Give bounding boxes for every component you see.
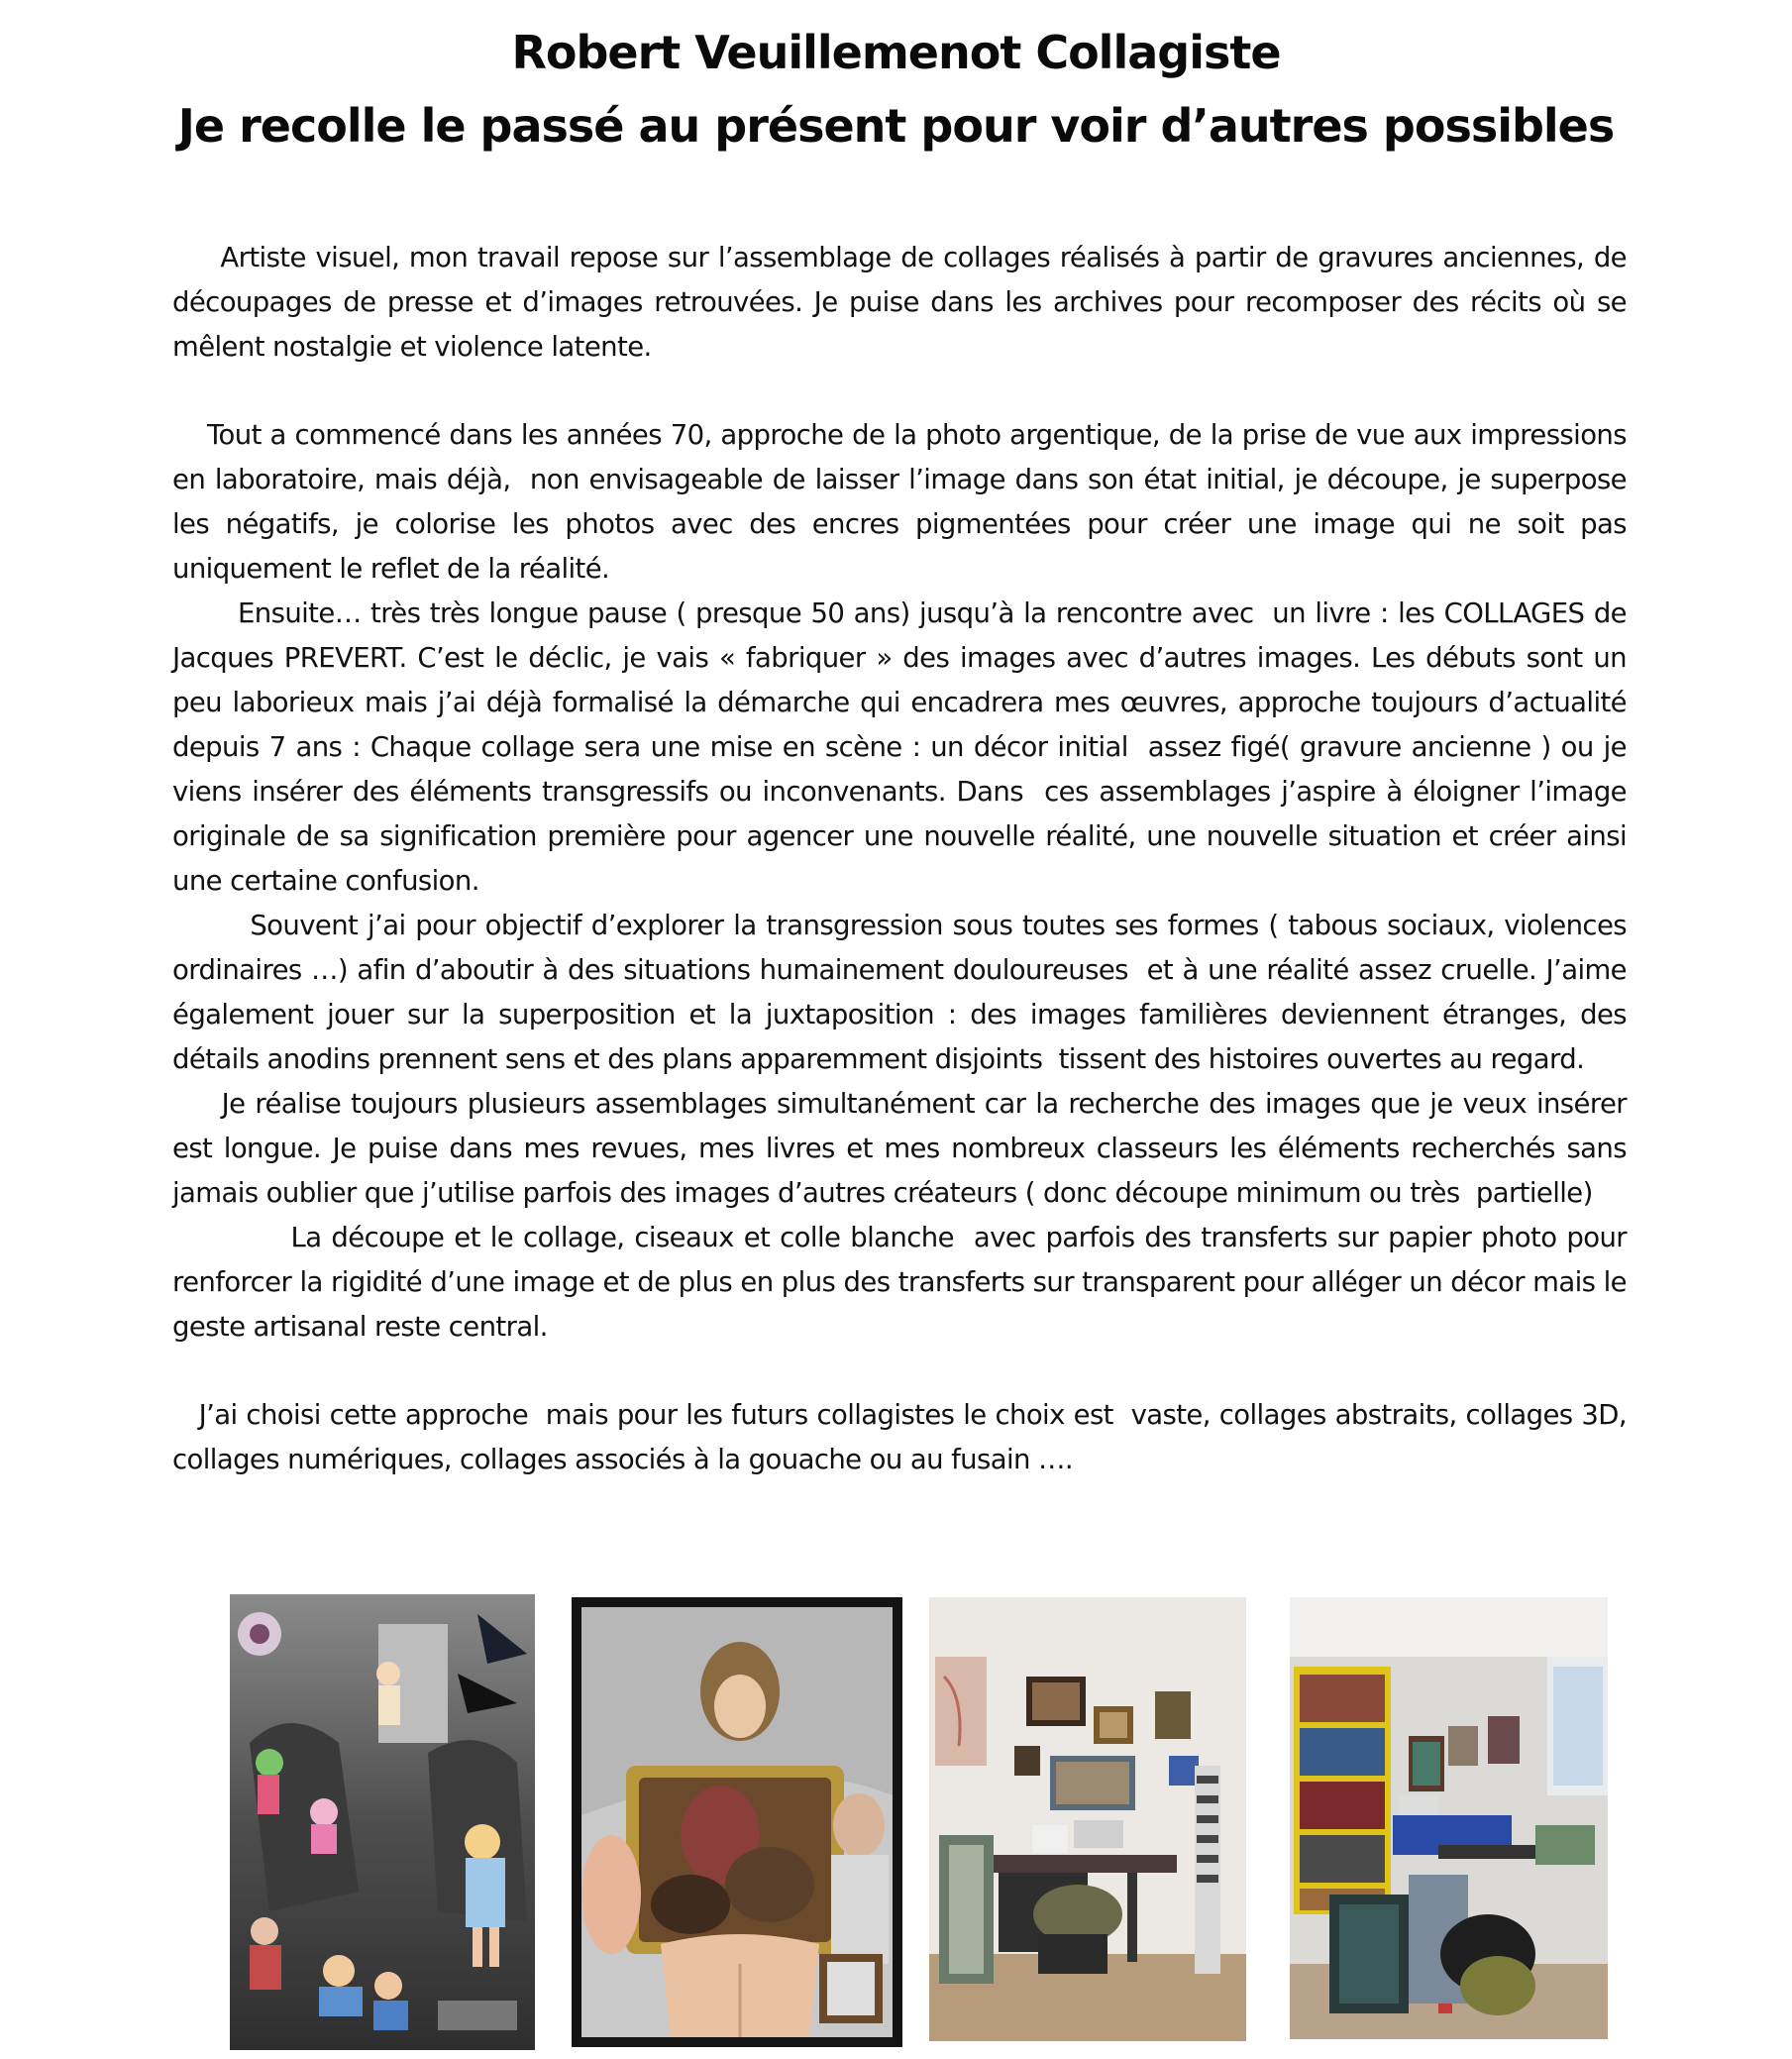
paragraph-transgression: Souvent j’ai pour objectif d’explorer la transgression sous toutes ses formes ( tabous sociaux, violences ordinaires …) afin d’aboutir à des situations humainement douloureuses et à une réalité assez cruelle. J’aime également jouer sur la superposition et la juxtaposition : des images familières deviennent étranges, des détails anodins prennent sens et des plans apparemment disjoints tissent des histoires ouvertes au regard. <box>172 910 1635 1075</box>
paragraph-prevert: Ensuite… très très longue pause ( presque 50 ans) jusqu’à la rencontre avec un livre : les COLLAGES de Jacques PREVERT. C’est le déclic, je vais « fabriquer » des images avec d’autres images. Les débuts sont un peu laborieux mais j’ai déjà formalisé la démarche qui encadrera mes œuvres, approche toujours d’actualité depuis 7 ans : Chaque collage sera une mise en scène : un décor initial assez figé( gravure ancienne ) ou je viens insérer des éléments transgressifs ou inconvenants. Dans ces assemblages j’aspire à éloigner l’image originale de sa signification première pour agencer une nouvelle réalité, une nouvelle situation et créer ainsi une certaine confusion. <box>172 597 1635 897</box>
studio-photo-image-1 <box>929 1597 1246 2041</box>
collage-artwork-image-2 <box>572 1597 902 2047</box>
article-body <box>172 236 1635 1482</box>
paragraph-intro: Artiste visuel, mon travail repose sur l’assemblage de collages réalisés à partir de gravures anciennes, de découpages de presse et d’images retrouvées. Je puise dans les archives pour recomposer des récits où se mêlent nostalgie et violence latente. <box>172 242 1635 363</box>
paragraph-conclusion: J’ai choisi cette approche mais pour les futurs collagistes le choix est vaste, collages abstraits, collages 3D, collages numériques, collages associés à la gouache ou au fusain …. <box>172 1399 1635 1475</box>
paragraph-process: Je réalise toujours plusieurs assemblages simultanément car la recherche des images que je veux insérer est longue. Je puise dans mes revues, mes livres et mes nombreux classeurs les éléments recherchés sans jamais oublier que j’utilise parfois des images d’autres créateurs ( donc découpe minimum ou très partielle) <box>172 1088 1635 1209</box>
page-subtitle: Je recolle le passé au présent pour voir d’autres possibles <box>177 99 1615 153</box>
collage-artwork-image-1 <box>230 1594 535 2050</box>
studio-photo-image-2 <box>1290 1597 1608 2039</box>
paragraph-beginnings: Tout a commencé dans les années 70, approche de la photo argentique, de la prise de vue aux impressions en laboratoire, mais déjà, non envisageable de laisser l’image dans son état initial, je découpe, je superpose les négatifs, je colorise les photos avec des encres pigmentées pour créer une image qui ne soit pas uniquement le reflet de la réalité. <box>172 419 1635 585</box>
page-title: Robert Veuillemenot Collagiste <box>511 26 1281 79</box>
paragraph-technique: La découpe et le collage, ciseaux et colle blanche avec parfois des transferts sur papier photo pour renforcer la rigidité d’une image et de plus en plus des transferts sur transparent pour alléger un décor mais le geste artisanal reste central. <box>172 1222 1635 1343</box>
